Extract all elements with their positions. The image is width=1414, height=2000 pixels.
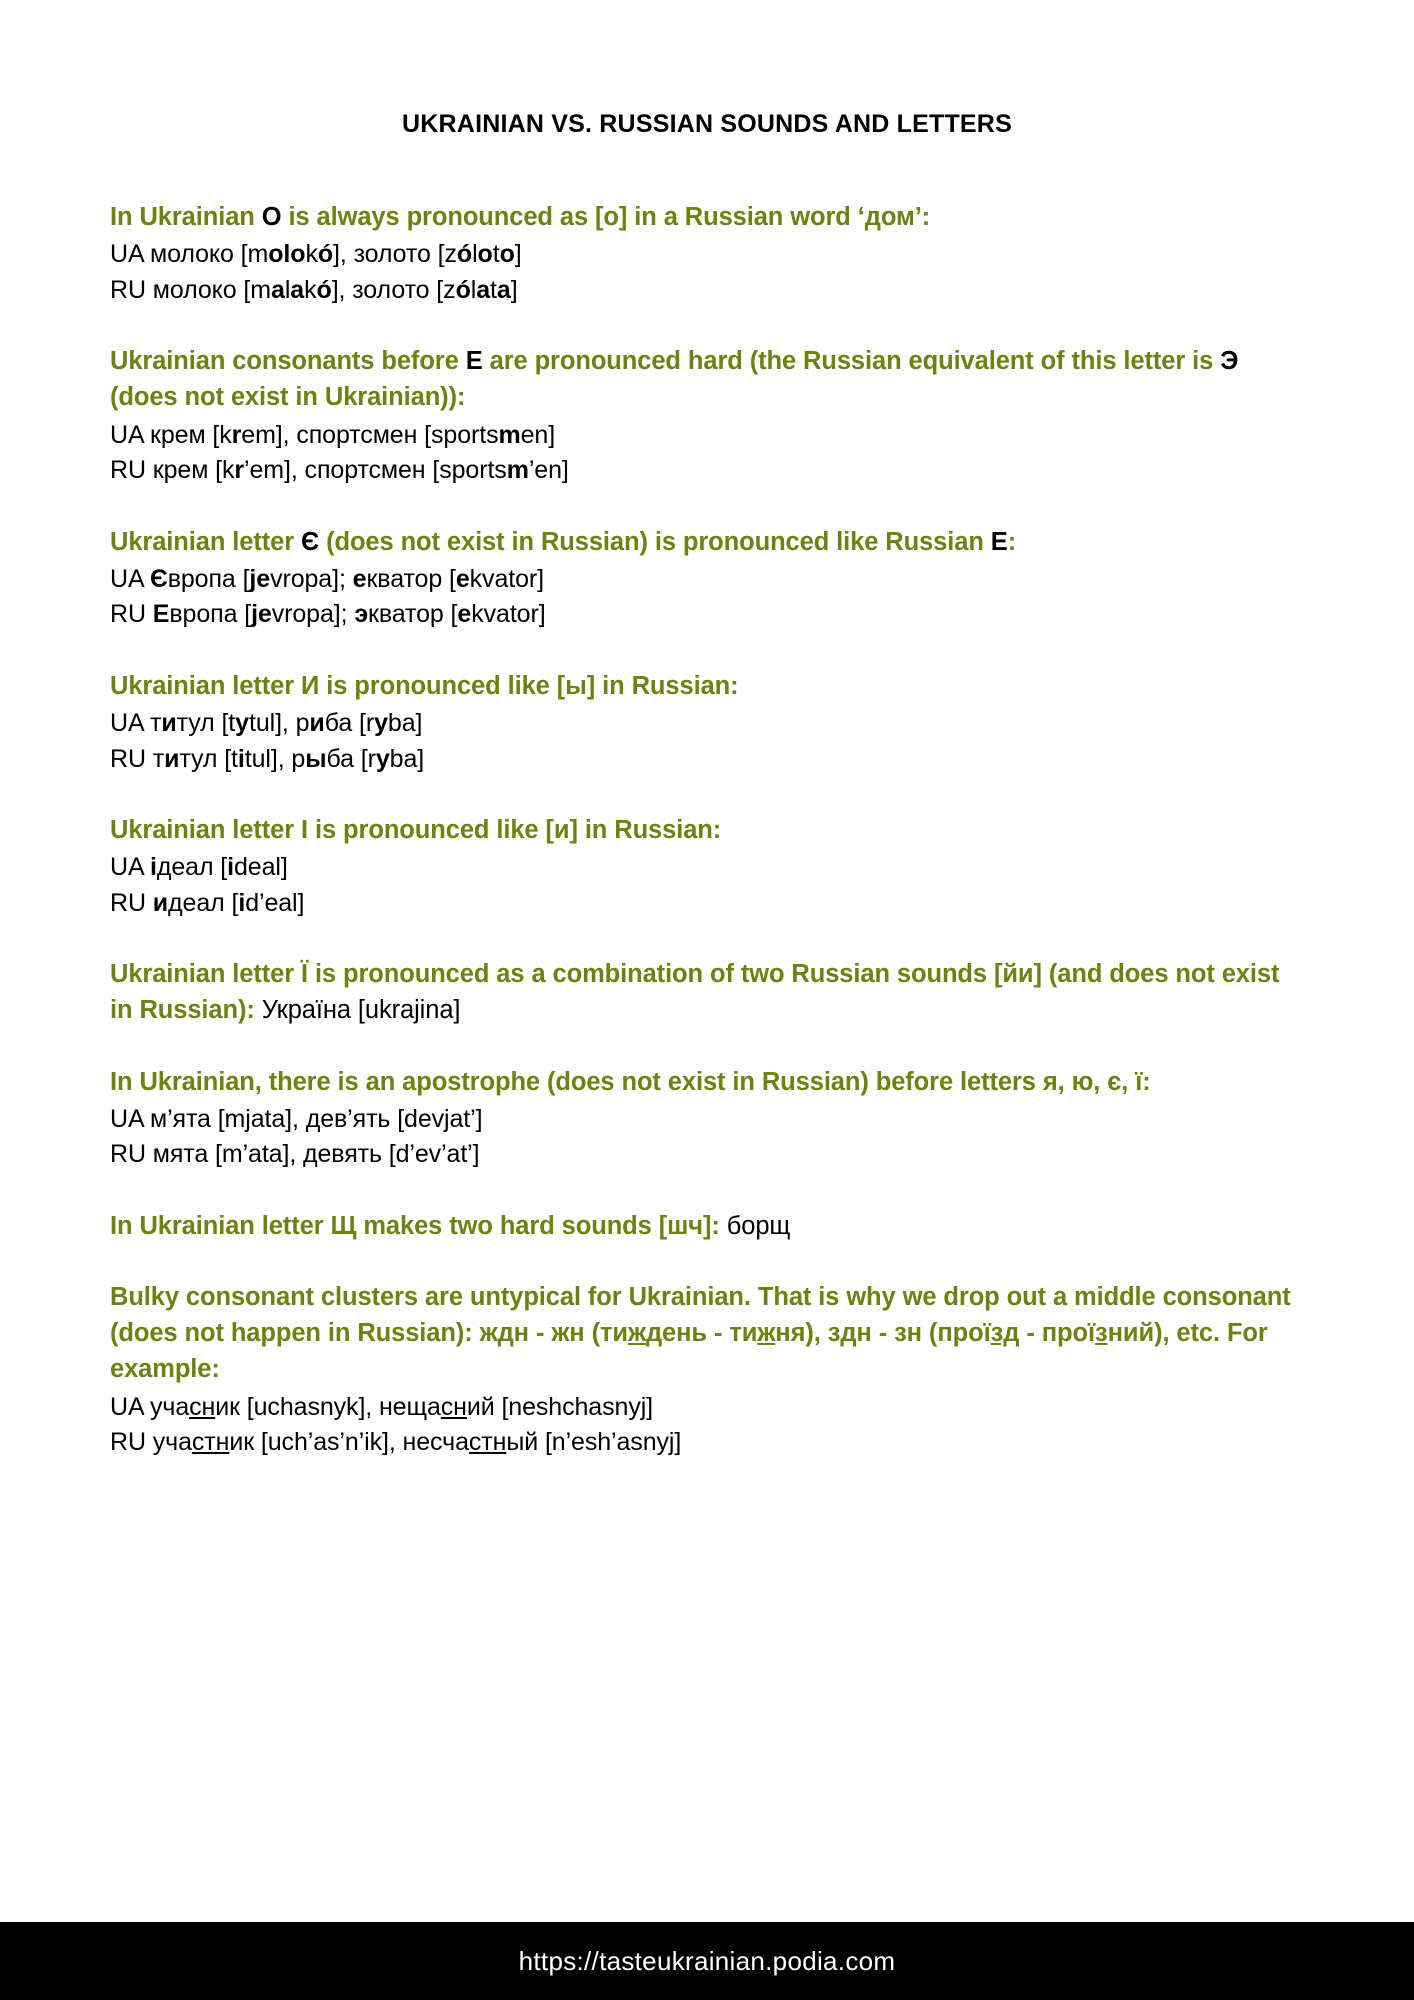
text-run: сн xyxy=(440,1392,467,1421)
example-line-ua xyxy=(110,562,1306,598)
example-line-ua xyxy=(110,1390,1306,1426)
text-run: ó xyxy=(455,275,471,304)
highlighted-letter: Є xyxy=(301,527,320,556)
heading-text-run: In Ukrainian, there is an apostrophe (does not exist in Russian) before letters я, ю, є, ї: xyxy=(110,1067,1151,1096)
text-run: em], спортсмен [sports xyxy=(241,420,499,449)
heading-text-run: - прої xyxy=(1019,1319,1096,1348)
text-run: и xyxy=(309,709,325,738)
text-run: ó xyxy=(317,240,334,269)
text-run: o xyxy=(477,240,493,269)
heading-text-run: Ukrainian consonants before xyxy=(110,347,466,376)
section-heading xyxy=(110,199,1306,235)
highlighted-letter: Е xyxy=(465,347,483,376)
text-run: d’eal] xyxy=(245,888,305,917)
text-run: m xyxy=(498,420,521,449)
text-run: ], золото [z xyxy=(333,240,457,269)
example-line-ua xyxy=(110,237,1306,273)
text-run: tul], р xyxy=(244,744,306,773)
text-run: UA крем [k xyxy=(110,420,232,449)
heading-text-run: Ukrainian letter I is pronounced like [и] in Russian: xyxy=(110,816,722,845)
example-line-ua xyxy=(110,1102,1306,1138)
heading-text-run: In Ukrainian letter Щ makes two hard sounds [шч]: xyxy=(110,1211,727,1240)
text-run: RU уча xyxy=(110,1428,192,1457)
text-run: UA м’ята [mjata], дев’ять [devjat’] xyxy=(110,1104,483,1133)
section-section-clusters xyxy=(110,1279,1306,1461)
text-run: en] xyxy=(520,420,556,449)
text-run: l xyxy=(284,275,291,304)
footer-website-link[interactable]: https://tasteukrainian.podia.com xyxy=(518,1945,896,1976)
heading-text-run: ний), etc. For example: xyxy=(110,1319,1268,1384)
text-run: тул [t xyxy=(176,709,236,738)
text-run: a xyxy=(476,275,491,304)
text-run: UA молоко [m xyxy=(110,240,269,269)
text-run: ba] xyxy=(387,709,423,738)
text-run: ба [r xyxy=(326,744,376,773)
text-run: y xyxy=(235,709,249,738)
text-run: ] xyxy=(510,275,518,304)
heading-text-run: ж xyxy=(627,1319,646,1348)
example-line-ru xyxy=(110,273,1306,309)
text-run: m xyxy=(506,456,529,485)
text-run: и xyxy=(161,709,177,738)
text-run: кватор [ xyxy=(366,564,456,593)
section-section-i xyxy=(110,812,1306,921)
text-run: i xyxy=(238,888,246,917)
section-heading xyxy=(110,343,1306,415)
text-run: UA уча xyxy=(110,1392,190,1421)
text-run: deal] xyxy=(234,853,288,882)
text-run: деал [ xyxy=(168,888,239,917)
text-run: ], золото [z xyxy=(331,275,456,304)
text-run: i xyxy=(227,853,234,882)
text-run: ба [r xyxy=(324,709,375,738)
section-heading xyxy=(110,812,1306,848)
text-run: kvator] xyxy=(469,564,544,593)
heading-text-run: Ukrainian letter xyxy=(110,527,302,556)
text-run: kvator] xyxy=(471,600,546,629)
text-run: тул [t xyxy=(179,744,238,773)
example-line-ru xyxy=(110,886,1306,922)
text-run: сн xyxy=(189,1392,216,1421)
text-run: t xyxy=(492,240,500,269)
highlighted-letter: Е xyxy=(990,527,1008,556)
text-run: RU т xyxy=(110,744,165,773)
heading-text-run: ня), здн - зн (прої xyxy=(775,1319,991,1348)
section-section-apostrophe xyxy=(110,1064,1306,1173)
section-section-o xyxy=(110,199,1306,308)
example-line-ru xyxy=(110,1425,1306,1461)
footer-bar xyxy=(0,1922,1414,2000)
heading-text-run: з xyxy=(1095,1319,1108,1348)
document-content xyxy=(0,199,1414,1461)
example-line-ru xyxy=(110,597,1306,633)
heading-text-run: день - ти xyxy=(645,1319,758,1348)
text-run: ’en] xyxy=(528,456,569,485)
text-run: ы xyxy=(305,744,327,773)
text-run: r xyxy=(231,420,242,449)
heading-text-run: Ukrainian letter Ї is pronounced as a combination of two Russian sounds [йи] (and does not exist in Russian): xyxy=(110,960,1280,1025)
text-run: ый [n’esh’asnyj] xyxy=(506,1428,682,1457)
text-run: е xyxy=(352,564,367,593)
heading-text-run: are pronounced hard (the Russian equivalent of this letter is xyxy=(482,347,1221,376)
text-run: UA xyxy=(110,853,150,882)
text-run: i xyxy=(237,744,245,773)
highlighted-letter: Україна [ukrajina] xyxy=(261,996,461,1025)
section-section-e xyxy=(110,343,1306,488)
section-heading xyxy=(110,1208,1306,1244)
text-run: o xyxy=(499,240,515,269)
text-run: k xyxy=(305,240,318,269)
example-line-ua xyxy=(110,850,1306,886)
section-section-y xyxy=(110,668,1306,777)
text-run: ó xyxy=(316,275,332,304)
text-run: a xyxy=(290,275,305,304)
heading-text-run: ж xyxy=(757,1319,776,1348)
text-run: je xyxy=(249,564,271,593)
section-section-yi xyxy=(110,956,1306,1028)
heading-text-run: : xyxy=(1007,527,1017,556)
text-run: кватор [ xyxy=(368,600,458,629)
text-run: vropa]; xyxy=(270,564,353,593)
heading-text-run: is always pronounced as [o] in a Russian word ‘дом’: xyxy=(281,203,931,231)
page-title: UKRAINIAN VS. RUSSIAN SOUNDS AND LETTERS xyxy=(402,110,1012,138)
example-line-ru xyxy=(110,453,1306,489)
text-run: t xyxy=(490,275,497,304)
heading-text-run: (does not exist in Ukrainian)): xyxy=(110,383,466,412)
text-run: ] xyxy=(514,240,522,269)
text-run: ик [uch’as’n’ik], несча xyxy=(229,1428,469,1457)
highlighted-letter: борщ xyxy=(726,1211,791,1240)
text-run: y xyxy=(374,709,388,738)
heading-text-run: зд xyxy=(990,1319,1020,1348)
text-run: l xyxy=(470,275,477,304)
example-line-ua xyxy=(110,418,1306,454)
section-heading xyxy=(110,1279,1306,1388)
text-run: RU молоко [m xyxy=(110,275,272,304)
text-run: Є xyxy=(150,564,168,593)
example-line-ua xyxy=(110,706,1306,742)
text-run: стн xyxy=(468,1428,507,1457)
text-run: y xyxy=(375,744,390,773)
heading-text-run: Ukrainian letter И is pronounced like [ы] in Russian: xyxy=(110,671,739,700)
text-run: l xyxy=(472,240,478,269)
text-run: r xyxy=(234,456,245,485)
text-run: e xyxy=(457,600,472,629)
heading-text-run: Bulky consonant clusters are untypical for Ukrainian. That is why we drop out a middle consonant (does not happen in Russian): ждн - жн (ти xyxy=(110,1283,1291,1348)
section-heading xyxy=(110,668,1306,704)
text-run: RU xyxy=(110,600,153,629)
section-heading xyxy=(110,956,1306,1028)
text-run: ик [uchasnyk], неща xyxy=(215,1392,441,1421)
example-line-ru xyxy=(110,1137,1306,1173)
text-run: вропа [ xyxy=(167,564,250,593)
heading-text-run: In Ukrainian xyxy=(110,203,262,231)
text-run: вропа [ xyxy=(169,600,252,629)
text-run: a xyxy=(271,275,285,304)
text-run: э xyxy=(354,600,369,629)
text-run: e xyxy=(455,564,470,593)
section-heading xyxy=(110,1064,1306,1100)
text-run: ий [neshchasnyj] xyxy=(466,1392,654,1421)
text-run: ’em], спортсмен [sports xyxy=(244,456,507,485)
section-heading xyxy=(110,524,1306,560)
text-run: RU xyxy=(110,888,153,917)
text-run: je xyxy=(251,600,272,629)
text-run: UA xyxy=(110,564,150,593)
text-run: деал [ xyxy=(156,853,228,882)
text-run: RU мята [m’ata], девять [d’ev’at’] xyxy=(110,1140,480,1169)
text-run: RU крем [k xyxy=(110,456,235,485)
text-run: olo xyxy=(268,240,306,269)
text-run: ba] xyxy=(389,744,425,773)
section-section-shch xyxy=(110,1208,1306,1244)
example-line-ru xyxy=(110,742,1306,778)
highlighted-letter: Э xyxy=(1220,347,1239,376)
text-run: UA т xyxy=(110,709,162,738)
text-run: и xyxy=(164,744,180,773)
text-run: Е xyxy=(152,600,170,629)
section-section-ye xyxy=(110,524,1306,633)
text-run: и xyxy=(152,888,169,917)
highlighted-letter: О xyxy=(261,203,282,231)
text-run: tul], р xyxy=(248,709,310,738)
text-run: стн xyxy=(191,1428,230,1457)
text-run: k xyxy=(304,275,317,304)
text-run: і xyxy=(150,853,157,882)
text-run: vropa]; xyxy=(271,600,355,629)
text-run: ó xyxy=(456,240,473,269)
heading-text-run: (does not exist in Russian) is pronounced like Russian xyxy=(319,527,991,556)
text-run: a xyxy=(496,275,511,304)
